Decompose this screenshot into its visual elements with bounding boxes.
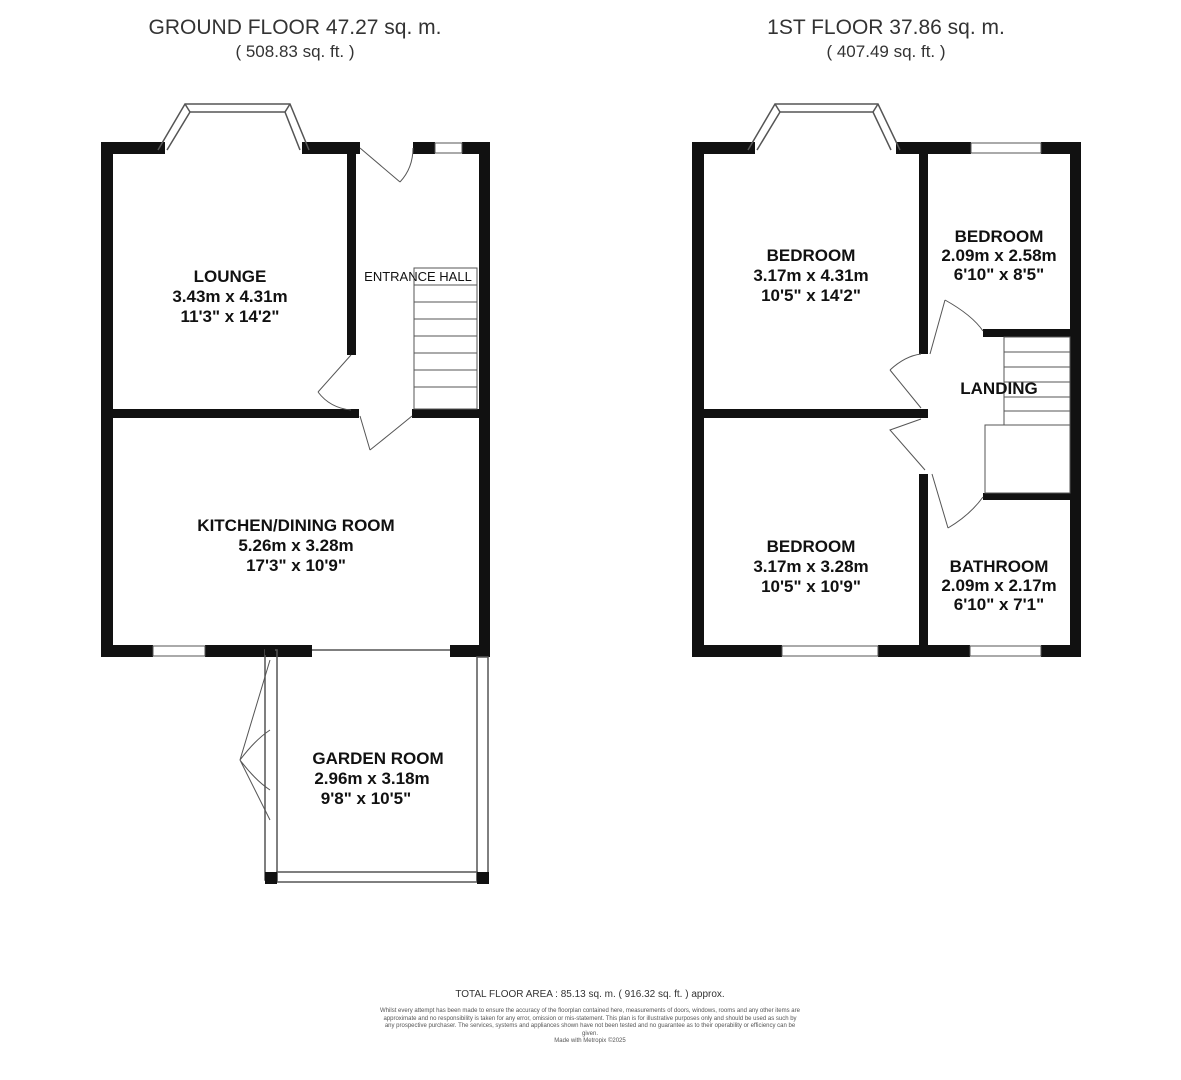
wall	[347, 142, 356, 355]
first-floor-area: 1ST FLOOR 37.86 sq. m.	[767, 16, 1005, 39]
stairs	[414, 268, 477, 409]
wall	[983, 329, 1081, 337]
stairs	[985, 337, 1070, 493]
window	[970, 646, 1041, 656]
wall	[1070, 142, 1081, 657]
wall	[692, 142, 755, 154]
wall	[413, 142, 435, 154]
wall	[205, 645, 312, 657]
ground-floor-plan	[101, 104, 490, 884]
kitchen-name: KITCHEN/DINING ROOM	[197, 516, 395, 535]
made-with-credit: Made with Metropix ©2025	[554, 1038, 626, 1044]
wall	[692, 645, 782, 657]
bathroom-imperial: 6'10" x 7'1"	[953, 595, 1045, 614]
bedroom-rear-metric: 3.17m x 3.28m	[753, 557, 869, 576]
footer	[380, 988, 800, 1044]
window	[153, 646, 205, 656]
wall	[265, 872, 277, 884]
kitchen-imperial: 17'3" x 10'9"	[246, 556, 346, 575]
wall	[477, 872, 489, 884]
bedroom-rear-imperial: 10'5" x 10'9"	[761, 577, 861, 596]
bedroom-small-name: BEDROOM	[954, 227, 1044, 246]
garden-room-name: GARDEN ROOM	[312, 749, 444, 768]
lounge-name: LOUNGE	[193, 267, 267, 286]
window	[971, 143, 1041, 153]
wall	[919, 474, 928, 657]
total-floor-area: TOTAL FLOOR AREA : 85.13 sq. m. ( 916.32 sq. ft. ) approx.	[455, 989, 725, 1000]
wall	[896, 142, 971, 154]
bay-window	[748, 104, 900, 150]
kitchen-door	[360, 416, 412, 450]
bathroom-metric: 2.09m x 2.17m	[941, 576, 1057, 595]
bedroom-rear-name: BEDROOM	[766, 537, 856, 556]
bedroom-rear-door	[890, 419, 925, 470]
bedroom-front-metric: 3.17m x 4.31m	[753, 266, 869, 285]
wall	[692, 409, 928, 418]
garden-room-metric: 2.96m x 3.18m	[314, 769, 430, 788]
doors	[240, 148, 413, 820]
wall	[265, 645, 275, 655]
bay-window	[158, 104, 309, 150]
bathroom-door	[932, 474, 983, 528]
first-floor-area-sqft: ( 407.49 sq. ft. )	[826, 42, 946, 61]
ground-floor-area-sqft: ( 508.83 sq. ft. )	[235, 42, 355, 61]
bathroom-name: BATHROOM	[949, 557, 1049, 576]
garden-room-imperial: 9'8" x 10'5"	[320, 789, 412, 808]
wall	[1041, 645, 1081, 657]
wall	[692, 142, 704, 657]
front-door	[360, 148, 413, 182]
lounge-door	[318, 355, 351, 410]
bedroom-small-imperial: 6'10" x 8'5"	[953, 265, 1045, 284]
first-floor-plan	[692, 104, 1081, 657]
ground-floor-area: GROUND FLOOR 47.27 sq. m.	[148, 16, 442, 39]
kitchen-metric: 5.26m x 3.28m	[238, 536, 354, 555]
wall	[450, 645, 490, 657]
wall	[412, 409, 490, 418]
entrance-hall-name: ENTRANCE HALL	[364, 269, 472, 284]
bedroom-front-door	[890, 354, 921, 408]
wall	[101, 142, 113, 657]
bedroom-front-name: BEDROOM	[766, 246, 856, 265]
wall	[101, 645, 153, 657]
lounge-metric: 3.43m x 4.31m	[172, 287, 288, 306]
bedroom-small-door	[930, 300, 983, 354]
wall	[479, 142, 490, 657]
landing-name: LANDING	[960, 379, 1038, 398]
wall	[101, 409, 359, 418]
disclaimer: Whilst every attempt has been made to ensure the accuracy of the floorplan contained here, measurements of doors, windows, rooms and any other items are approximate and no responsibility is taken for any error, omission or mis-statement. This plan is for illustrative purposes only and should be used as such by any prospective purchaser. The services, systems and appliances shown have not been tested and no guarantee as to their operability or efficiency can be given.	[380, 1008, 800, 1037]
lounge-imperial: 11'3" x 14'2"	[180, 307, 280, 326]
wall	[983, 493, 1081, 500]
bedroom-front-imperial: 10'5" x 14'2"	[761, 286, 861, 305]
bedroom-small-metric: 2.09m x 2.58m	[941, 246, 1057, 265]
window	[435, 143, 462, 153]
window	[782, 646, 878, 656]
wall	[101, 142, 165, 154]
wall	[919, 142, 928, 354]
